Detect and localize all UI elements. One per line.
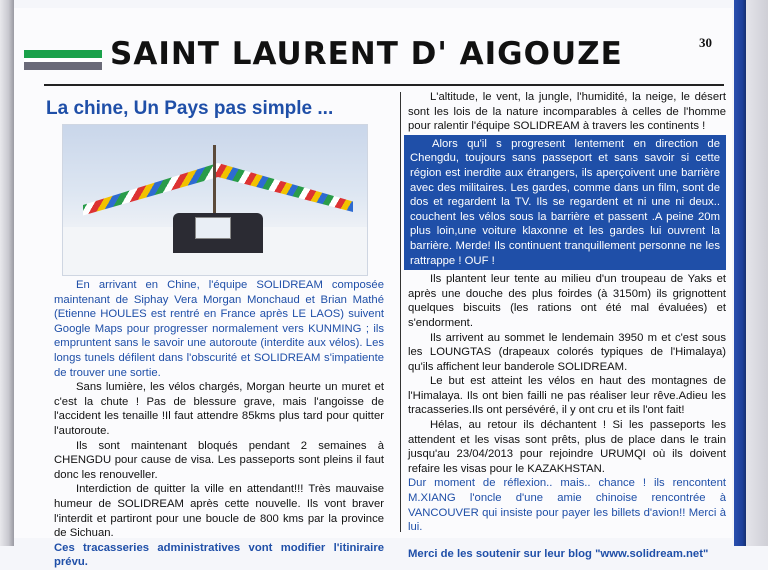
flag-icon — [24, 50, 102, 70]
left-paragraph-3: Ils sont maintenant bloqués pendant 2 semaines à CHENGDU pour cause de visa. Les passeports sont pleins il faut donc les renouveller. — [54, 439, 384, 481]
right-paragraph-6: Hélas, au retour ils déchantent ! Si les passeports les attendent et les visas sont prêts, plus de place dans le train jusqu'au 23/04/2013 pour rejoindre URUMQI où ils doivent refaire les visas pour le KAZAKHSTAN. — [408, 419, 726, 475]
right-paragraph-5: Le but est atteint les vélos en haut des montagnes de l'Himalaya. Ils ont bien failli ne pas réaliser leur rêve.Adieu les tracasseries.Ils ont persévéré, il y ont cru et ils l'ont fait! — [408, 375, 726, 417]
right-paragraph-4: Ils arrivent au sommet le lendemain 3950 m et c'est sous les LOUNGTAS (drapeaux colorés typiques de l'Himalaya) qu'ils affichent leur banderole SOLIDREAM. — [408, 331, 726, 373]
article-heading: La chine, Un Pays pas simple ... — [46, 98, 334, 119]
left-paragraph-5: Ces tracasseries administratives vont modifier l'itiniraire prévu. — [54, 541, 384, 569]
left-column — [54, 278, 384, 570]
left-paragraph-2: Sans lumière, les vélos chargés, Morgan heurte un muret et c'est la chute ! Pas de blessure grave, mais l'angoisse de l'accident les tenaille !Il faut attendre 85kms plus tard pour quitter l'autoroute. — [54, 381, 384, 437]
right-paragraph-1: L'altitude, le vent, la jungle, l'humidité, la neige, le désert sont les lois de la nature incomparables à celles de l'homme pour ralentir l'équipe SOLIDREAM à travers les continents ! — [408, 91, 726, 133]
column-divider — [400, 92, 401, 532]
title-rule — [44, 84, 724, 86]
right-paragraph-7: Dur moment de réflexion.. mais.. chance ! ils rencontent M.XIANG l'oncle d'une amie chinoise rencontrée à VANCOUVER qui insiste pour payer les billets d'avion!! Merci à lui. — [408, 477, 726, 534]
blog-link-text: Merci de les soutenir sur leur blog "www.solidream.net" — [408, 547, 709, 560]
banner-image — [195, 217, 231, 239]
magazine-spine-right — [734, 0, 746, 546]
left-paragraph-4: Interdiction de quitter la ville en attendant!!! Très mauvaise humeur de SOLIDREAM après cette nouvelle. Ils vont braver l'interdit et partiront pour une boucle de 800 kms par la province de Sichuan. — [54, 483, 384, 540]
magazine-edge-right — [746, 0, 768, 546]
right-paragraph-3: Ils plantent leur tente au milieu d'un troupeau de Yaks et après une douche des plus foirdes (à 3150m) ils grignottent quelques biscuits (les rations ont été mal évaluées) et s'endorment. — [408, 273, 726, 329]
magazine-page — [14, 8, 732, 569]
left-paragraph-1: En arrivant en Chine, l'équipe SOLIDREAM composée maintenant de Siphay Vera Morgan Monchaud et Brian Mathé (Etienne HOULES est rentré en France après LE LAOS) suivent Google Maps pour progresser normalement vers KUNMING ; ils empruntent sans le savoir une autoroute (interdite aux vélos). Les longs tunels défilent dans l'obscurité et SOLIDREAM s'impatiente de trouver une sortie. — [54, 279, 384, 379]
expedition-photo — [62, 124, 368, 276]
page-title: SAINT LAURENT D' AIGOUZE — [110, 36, 623, 72]
page-number: 30 — [699, 35, 712, 50]
magazine-spine-left — [0, 0, 14, 546]
right-column — [408, 90, 726, 561]
right-paragraph-highlight: Alors qu'il s progresent lentement en direction de Chengdu, toujours sans passeport et sans savoir si cette région est inerdite aux étrangers, ils aperçoivent une barrière avec des militaires. Les gardes, comme dans un film, sont de dos et regardent la TV. Ils se regardent et ni une ni deux.. couchent les vélos sous la barrière et passent .A peine 20m plus loin,une voiture klaxonne et les gardes lui ouvrent la barrière. Merde! Ils continuent tranquillement personne ne les rattrappe ! OUF ! — [404, 135, 726, 270]
